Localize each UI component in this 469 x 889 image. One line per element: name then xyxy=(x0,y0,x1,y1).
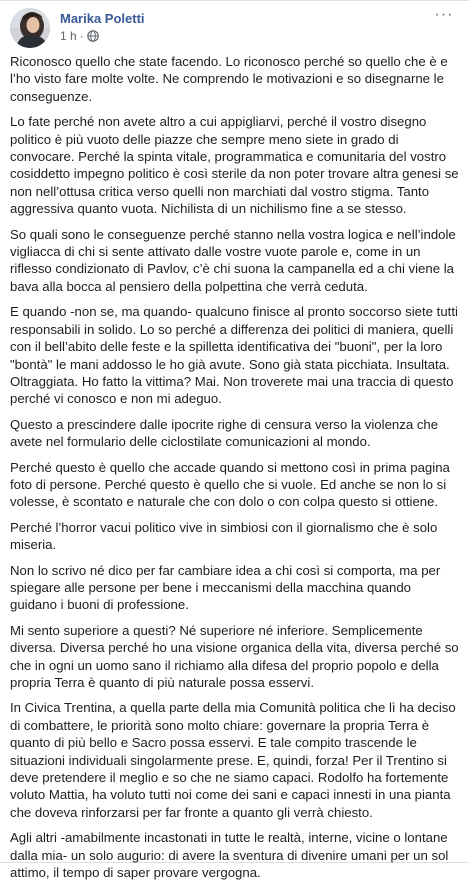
post-paragraph: E quando -non se, ma quando- qualcuno finisce al pronto soccorso siete tutti responsabili in solido. Lo so perché a differenza dei politici di maniera, quelli con il bell’abito delle feste e la spilletta identificativa dei "buoni", per la loro "bontà" le mani addosso le ho già avute. Sono già stata picchiata. Insultata. Oltraggiata. Ho fatto la vittima? Mai. Non troverete mai una traccia di questo perché vi conosco e non mi adeguo. xyxy=(10,304,458,407)
avatar[interactable] xyxy=(10,8,50,48)
avatar-photo xyxy=(10,8,50,48)
post-paragraph: Questo a prescindere dalle ipocrite righe di censura verso la violenza che avete nel formulario delle ciclostilate comunicazioni al mondo. xyxy=(10,416,439,450)
post-timestamp[interactable]: 1 h xyxy=(60,29,77,43)
post-paragraph: Lo fate perché non avete altro a cui appigliarvi, perché il vostro disegno politico è più vuoto delle piazze che sempre meno siete in grado di convocare. Perché la spinta vitale, programmatica e comunitaria del vostro cosiddetto impegno politico è così sterile da non poter trovare altra genesi se non nell’ottusa critica verso quelli non marchiati dal vostro stigma. Tanto aggressiva quanto vuota. Nichilista di un nichilismo fine a se stesso. xyxy=(10,114,459,217)
post-paragraph: In Civica Trentina, a quella parte della mia Comunità politica che lì ha deciso di combattere, le priorità sono molto chiare: governare la propria Terra è quanto di più bello e Sacro possa esservi. E tale compito trascende le situazioni individuali singolarmente prese. E, quindi, forza! Per il Trentino si deve pretendere il meglio e so che ne siamo capaci. Rodolfo ha fortemente voluto Mattia, ha voluto tutti noi come dei sani e capaci innesti in una pianta che doveva rinforzarsi per far fronte a quanto gli verrà chiesto. xyxy=(10,700,456,820)
author-name[interactable]: Marika Poletti xyxy=(60,11,145,26)
post-paragraph: Mi sento superiore a questi? Né superiore né inferiore. Semplicemente diversa. Diversa perché ho una visione organica della vita, diversa perché so che in ogni un uomo sano il richiamo alla difesa del proprio popolo e della propria Terra è quanto di più naturale possa esservi. xyxy=(10,622,459,690)
more-options-icon[interactable]: ··· xyxy=(434,6,454,23)
globe-icon[interactable] xyxy=(87,30,99,42)
post-paragraph: So quali sono le conseguenze perché stanno nella vostra logica e nell’indole vigliacca di chi si sente attivato dalle vostre vuote parole e, come in un riflesso condizionato di Pavlov, c’è chi suona la campanella ed a chi viene la bava alla bocca al pensiero della polpettina che verrà ceduta. xyxy=(10,226,456,294)
post-meta xyxy=(60,29,99,43)
post-header xyxy=(10,8,459,48)
post-paragraph: Perché questo è quello che accade quando si mettono così in prima pagina foto di persone. Perché questo è quello che si vuole. Ed anche se non lo si volesse, è scontato e naturale che con dolo o con colpa questo si ottiene. xyxy=(10,459,450,510)
post-body xyxy=(10,53,459,889)
meta-separator: · xyxy=(79,29,84,43)
post-paragraph: Perché l’horror vacui politico vive in simbiosi con il giornalismo che è solo miseria. xyxy=(10,519,438,553)
post-paragraph: Agli altri -amabilmente incastonati in tutte le realtà, interne, vicine o lontane dalla mia- un solo augurio: di avere la sventura di divenire umani per un sol attimo, il tempo di saper provare vergogna. xyxy=(10,830,449,881)
post-paragraph: Non lo scrivo né dico per far cambiare idea a chi così si comporta, ma per spiegare alle persone per bene i meccanismi della macchina quando guidano i buoni di professione. xyxy=(10,562,441,613)
post-paragraph: Riconosco quello che state facendo. Lo riconosco perché so quello che è e l’ho visto fare molte volte. Ne comprendo le motivazioni e so disegnarne le conseguenze. xyxy=(10,54,448,104)
